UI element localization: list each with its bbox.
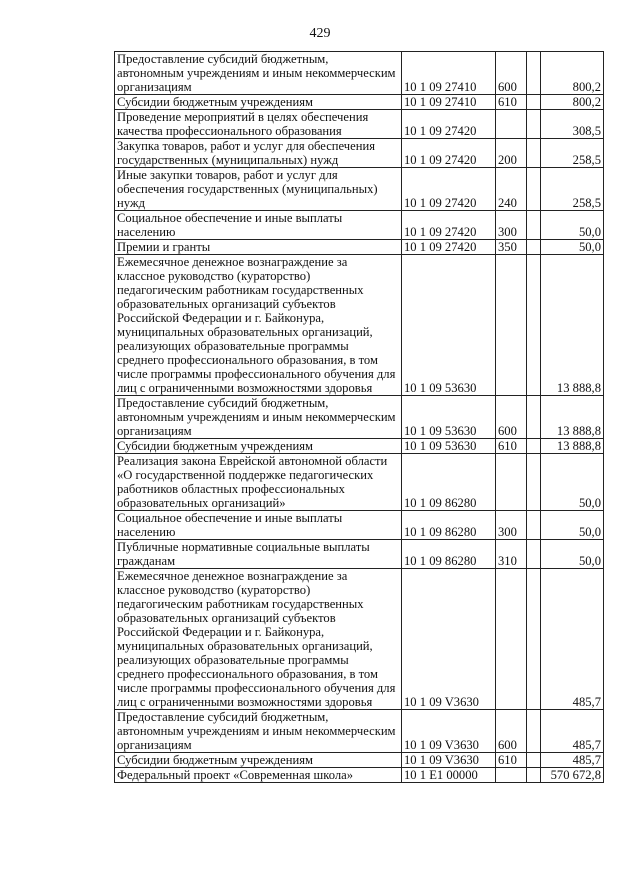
row-code-cell: 10 1 09 V3630 — [402, 710, 496, 753]
table-row — [115, 139, 604, 168]
budget-table-body — [115, 52, 604, 783]
row-amount-cell: 800,2 — [541, 52, 604, 95]
row-expense-type-cell: 300 — [496, 511, 527, 540]
row-amount-cell: 485,7 — [541, 569, 604, 710]
row-empty-cell — [527, 768, 541, 783]
row-empty-cell — [527, 95, 541, 110]
budget-table — [114, 51, 604, 783]
row-amount-cell: 308,5 — [541, 110, 604, 139]
row-expense-type-cell: 350 — [496, 240, 527, 255]
row-empty-cell — [527, 211, 541, 240]
row-code-cell: 10 1 09 27410 — [402, 52, 496, 95]
table-row — [115, 211, 604, 240]
page-number: 429 — [309, 26, 331, 41]
table-row — [115, 710, 604, 753]
row-empty-cell — [527, 439, 541, 454]
row-name-cell: Социальное обеспечение и иные выплаты населению — [115, 511, 402, 540]
row-name-cell: Предоставление субсидий бюджетным, автономным учреждениям и иным некоммерческим организациям — [115, 710, 402, 753]
table-row — [115, 569, 604, 710]
row-amount-cell: 258,5 — [541, 168, 604, 211]
row-name-cell: Ежемесячное денежное вознаграждение за классное руководство (кураторство) педагогическим работникам государственных образовательных организаций субъектов Российской Федерации и г. Байконура, муниципальных образовательных организаций, реализующих образовательные программы среднего профессионального образования, в том числе программы профессионального обучения для лиц с ограниченными возможностями здоровья — [115, 569, 402, 710]
row-code-cell: 10 1 09 86280 — [402, 540, 496, 569]
row-name-cell: Предоставление субсидий бюджетным, автономным учреждениям и иным некоммерческим организациям — [115, 52, 402, 95]
row-expense-type-cell: 610 — [496, 95, 527, 110]
row-amount-cell: 50,0 — [541, 454, 604, 511]
row-name-cell: Федеральный проект «Современная школа» — [115, 768, 402, 783]
row-code-cell: 10 1 09 53630 — [402, 255, 496, 396]
row-empty-cell — [527, 569, 541, 710]
table-row — [115, 396, 604, 439]
row-code-cell: 10 1 E1 00000 — [402, 768, 496, 783]
row-code-cell: 10 1 09 53630 — [402, 439, 496, 454]
row-expense-type-cell — [496, 255, 527, 396]
row-name-cell: Ежемесячное денежное вознаграждение за классное руководство (кураторство) педагогическим работникам государственных образовательных организаций субъектов Российской Федерации и г. Байконура, муниципальных образовательных организаций, реализующих образовательные программы среднего профессионального образования, в том числе программы профессионального обучения для лиц с ограниченными возможностями здоровья — [115, 255, 402, 396]
row-name-cell: Социальное обеспечение и иные выплаты населению — [115, 211, 402, 240]
row-amount-cell: 50,0 — [541, 240, 604, 255]
row-empty-cell — [527, 753, 541, 768]
row-empty-cell — [527, 454, 541, 511]
table-row — [115, 168, 604, 211]
row-empty-cell — [527, 255, 541, 396]
row-empty-cell — [527, 110, 541, 139]
row-empty-cell — [527, 52, 541, 95]
row-empty-cell — [527, 540, 541, 569]
table-row — [115, 240, 604, 255]
row-code-cell: 10 1 09 27420 — [402, 168, 496, 211]
row-expense-type-cell: 600 — [496, 396, 527, 439]
row-code-cell: 10 1 09 V3630 — [402, 753, 496, 768]
row-amount-cell: 13 888,8 — [541, 396, 604, 439]
row-name-cell: Субсидии бюджетным учреждениям — [115, 95, 402, 110]
row-code-cell: 10 1 09 86280 — [402, 454, 496, 511]
row-amount-cell: 485,7 — [541, 710, 604, 753]
row-name-cell: Предоставление субсидий бюджетным, автономным учреждениям и иным некоммерческим организациям — [115, 396, 402, 439]
row-expense-type-cell — [496, 569, 527, 710]
row-empty-cell — [527, 511, 541, 540]
row-expense-type-cell: 610 — [496, 439, 527, 454]
row-amount-cell: 50,0 — [541, 511, 604, 540]
row-name-cell: Проведение мероприятий в целях обеспечения качества профессионального образования — [115, 110, 402, 139]
row-expense-type-cell: 600 — [496, 52, 527, 95]
row-expense-type-cell: 240 — [496, 168, 527, 211]
table-row — [115, 95, 604, 110]
row-amount-cell: 570 672,8 — [541, 768, 604, 783]
row-expense-type-cell — [496, 454, 527, 511]
table-row — [115, 255, 604, 396]
row-empty-cell — [527, 168, 541, 211]
row-code-cell: 10 1 09 27420 — [402, 139, 496, 168]
table-row — [115, 511, 604, 540]
row-name-cell: Субсидии бюджетным учреждениям — [115, 753, 402, 768]
row-amount-cell: 50,0 — [541, 540, 604, 569]
row-expense-type-cell: 600 — [496, 710, 527, 753]
row-expense-type-cell: 200 — [496, 139, 527, 168]
row-code-cell: 10 1 09 27410 — [402, 95, 496, 110]
row-code-cell: 10 1 09 27420 — [402, 240, 496, 255]
row-expense-type-cell: 310 — [496, 540, 527, 569]
row-amount-cell: 13 888,8 — [541, 439, 604, 454]
row-expense-type-cell — [496, 768, 527, 783]
row-expense-type-cell: 610 — [496, 753, 527, 768]
table-row — [115, 52, 604, 95]
row-code-cell: 10 1 09 86280 — [402, 511, 496, 540]
row-code-cell: 10 1 09 27420 — [402, 211, 496, 240]
row-amount-cell: 258,5 — [541, 139, 604, 168]
table-row — [115, 768, 604, 783]
table-row — [115, 454, 604, 511]
row-code-cell: 10 1 09 27420 — [402, 110, 496, 139]
row-empty-cell — [527, 396, 541, 439]
row-amount-cell: 13 888,8 — [541, 255, 604, 396]
row-empty-cell — [527, 240, 541, 255]
row-code-cell: 10 1 09 53630 — [402, 396, 496, 439]
row-name-cell: Иные закупки товаров, работ и услуг для обеспечения государственных (муниципальных) нужд — [115, 168, 402, 211]
row-name-cell: Премии и гранты — [115, 240, 402, 255]
row-empty-cell — [527, 139, 541, 168]
row-name-cell: Субсидии бюджетным учреждениям — [115, 439, 402, 454]
table-row — [115, 439, 604, 454]
row-expense-type-cell — [496, 110, 527, 139]
row-name-cell: Реализация закона Еврейской автономной области «О государственной поддержке педагогических работников областных профессиональных образовательных организаций» — [115, 454, 402, 511]
row-amount-cell: 485,7 — [541, 753, 604, 768]
row-amount-cell: 50,0 — [541, 211, 604, 240]
row-amount-cell: 800,2 — [541, 95, 604, 110]
row-empty-cell — [527, 710, 541, 753]
row-expense-type-cell: 300 — [496, 211, 527, 240]
table-row — [115, 110, 604, 139]
table-row — [115, 753, 604, 768]
row-name-cell: Закупка товаров, работ и услуг для обеспечения государственных (муниципальных) нужд — [115, 139, 402, 168]
table-row — [115, 540, 604, 569]
row-name-cell: Публичные нормативные социальные выплаты гражданам — [115, 540, 402, 569]
row-code-cell: 10 1 09 V3630 — [402, 569, 496, 710]
